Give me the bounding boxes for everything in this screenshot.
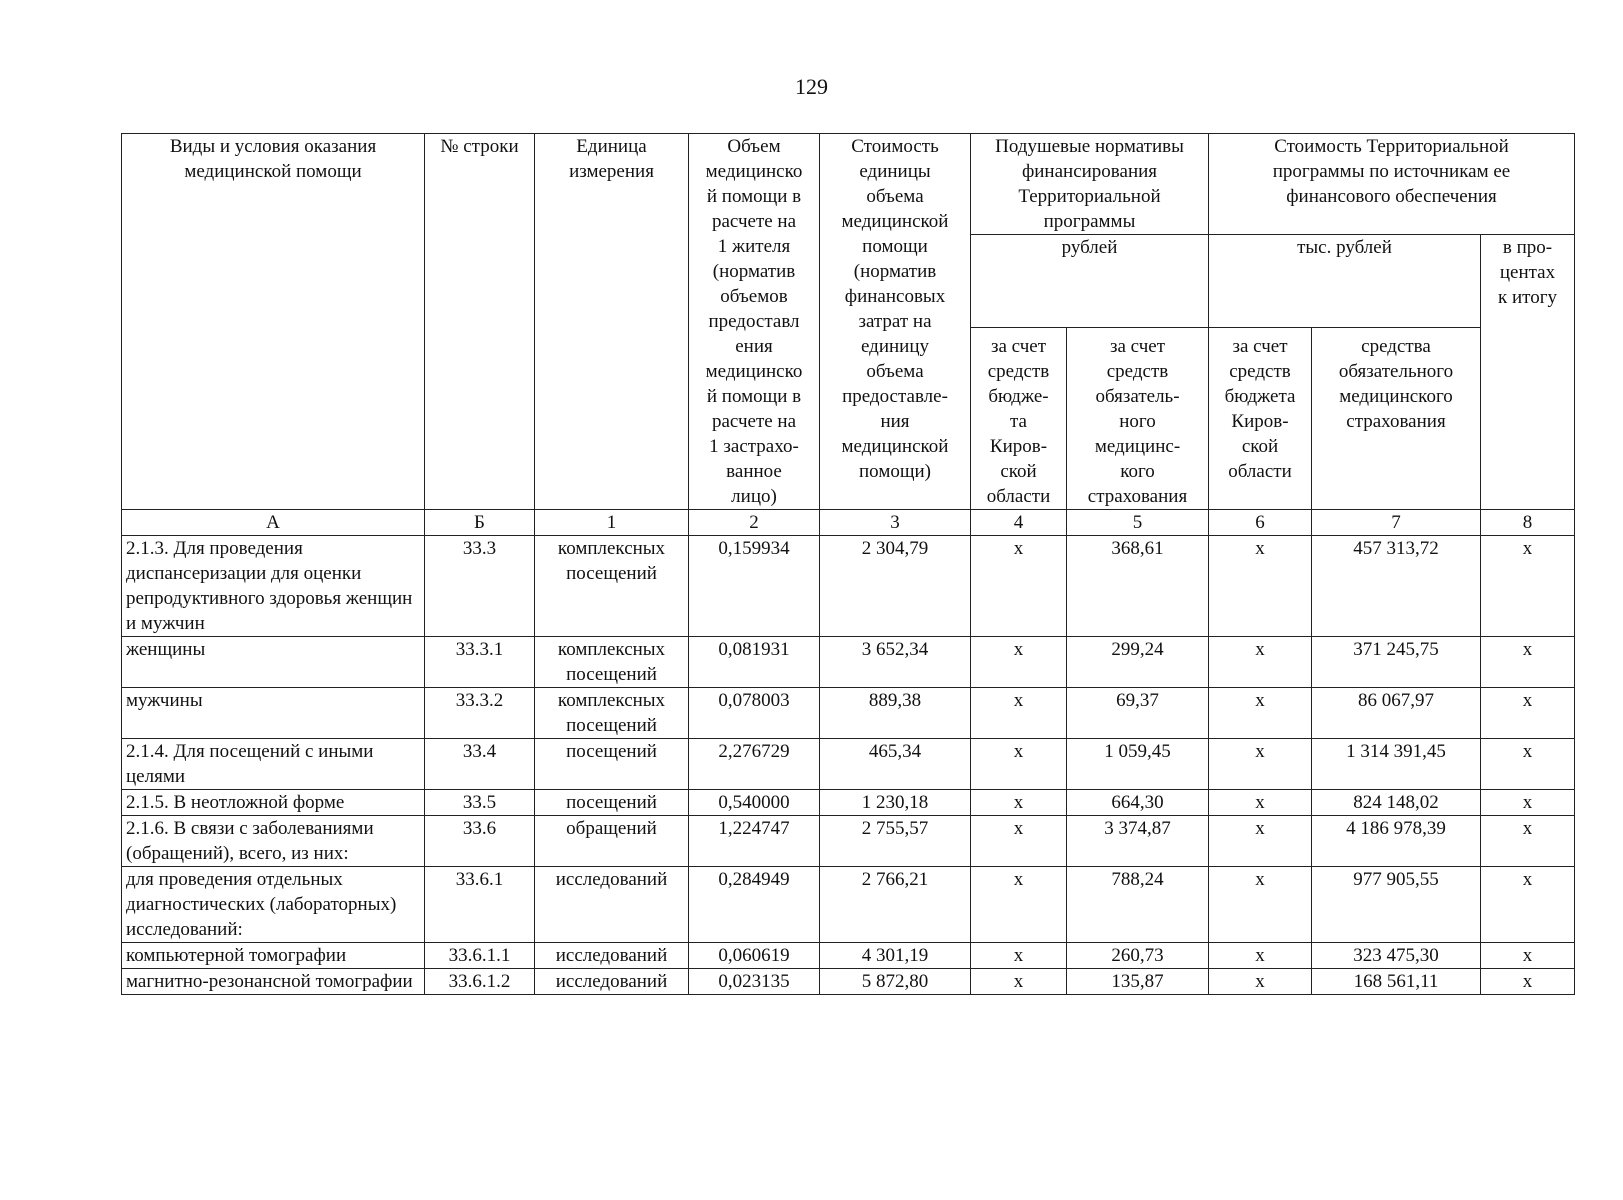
column-letter: 1 — [535, 510, 689, 536]
row-oms-total: 977 905,55 — [1312, 867, 1481, 943]
header-row-1 — [122, 134, 1575, 235]
row-name: магнитно-резонансной томографии — [122, 969, 425, 995]
row-budget-per-capita: х — [971, 688, 1067, 739]
column-letter: 6 — [1209, 510, 1312, 536]
row-unit: исследований — [535, 867, 689, 943]
row-line-number: 33.6.1.1 — [425, 943, 535, 969]
row-percent: х — [1481, 816, 1575, 867]
row-oms-total: 323 475,30 — [1312, 943, 1481, 969]
row-oms-total: 1 314 391,45 — [1312, 739, 1481, 790]
row-budget-total: х — [1209, 637, 1312, 688]
row-line-number: 33.3.1 — [425, 637, 535, 688]
row-line-number: 33.6 — [425, 816, 535, 867]
row-unit-cost: 2 755,57 — [820, 816, 971, 867]
table-row — [122, 943, 1575, 969]
row-volume: 1,224747 — [689, 816, 820, 867]
row-budget-per-capita: х — [971, 536, 1067, 637]
row-volume: 0,284949 — [689, 867, 820, 943]
column-letter: 7 — [1312, 510, 1481, 536]
row-oms-per-capita: 368,61 — [1067, 536, 1209, 637]
row-line-number: 33.4 — [425, 739, 535, 790]
row-percent: х — [1481, 739, 1575, 790]
column-letter: 8 — [1481, 510, 1575, 536]
header-col-4: за счет средств бюдже- та Киров- ской области — [971, 328, 1067, 510]
row-volume: 0,081931 — [689, 637, 820, 688]
row-unit: комплексных посещений — [535, 688, 689, 739]
row-unit: комплексных посещений — [535, 536, 689, 637]
row-budget-per-capita: х — [971, 867, 1067, 943]
table-row — [122, 739, 1575, 790]
row-name: для проведения отдельных диагностических (лабораторных) исследований: — [122, 867, 425, 943]
header-group-per-capita: Подушевые нормативы финансирования Территориальной программы — [971, 134, 1209, 235]
row-line-number: 33.3 — [425, 536, 535, 637]
row-budget-total: х — [1209, 867, 1312, 943]
row-oms-total: 168 561,11 — [1312, 969, 1481, 995]
row-name: женщины — [122, 637, 425, 688]
row-unit: обращений — [535, 816, 689, 867]
row-volume: 0,540000 — [689, 790, 820, 816]
row-budget-per-capita: х — [971, 790, 1067, 816]
row-unit-cost: 2 304,79 — [820, 536, 971, 637]
row-oms-total: 457 313,72 — [1312, 536, 1481, 637]
row-unit-cost: 5 872,80 — [820, 969, 971, 995]
header-col-2: Объем медицинско й помощи в расчете на 1 жителя (норматив объемов предоставл ения медицинско й помощи в расчете на 1 застрахо- ванное лицо) — [689, 134, 820, 510]
row-line-number: 33.6.1.2 — [425, 969, 535, 995]
table-row — [122, 867, 1575, 943]
table-row — [122, 637, 1575, 688]
row-unit-cost: 465,34 — [820, 739, 971, 790]
header-rubles: рублей — [971, 235, 1209, 328]
header-col-1: Единица измерения — [535, 134, 689, 510]
column-letter: 2 — [689, 510, 820, 536]
column-letter: 4 — [971, 510, 1067, 536]
row-line-number: 33.5 — [425, 790, 535, 816]
header-col-3: Стоимость единицы объема медицинской помощи (норматив финансовых затрат на единицу объема предоставле- ния медицинской помощи) — [820, 134, 971, 510]
row-line-number: 33.3.2 — [425, 688, 535, 739]
row-budget-per-capita: х — [971, 943, 1067, 969]
header-col-5: за счет средств обязатель- ного медицинс- кого страхования — [1067, 328, 1209, 510]
row-name: компьютерной томографии — [122, 943, 425, 969]
row-oms-per-capita: 1 059,45 — [1067, 739, 1209, 790]
row-oms-per-capita: 3 374,87 — [1067, 816, 1209, 867]
header-col-7: средства обязательного медицинского страхования — [1312, 328, 1481, 510]
row-volume: 2,276729 — [689, 739, 820, 790]
table-row — [122, 790, 1575, 816]
row-unit-cost: 4 301,19 — [820, 943, 971, 969]
row-budget-per-capita: х — [971, 637, 1067, 688]
row-budget-total: х — [1209, 790, 1312, 816]
row-unit-cost: 2 766,21 — [820, 867, 971, 943]
row-percent: х — [1481, 536, 1575, 637]
header-col-a: Виды и условия оказания медицинской помощи — [122, 134, 425, 510]
row-name: 2.1.6. В связи с заболеваниями (обращений), всего, из них: — [122, 816, 425, 867]
row-budget-per-capita: х — [971, 739, 1067, 790]
row-budget-per-capita: х — [971, 969, 1067, 995]
row-budget-total: х — [1209, 969, 1312, 995]
column-letter: 5 — [1067, 510, 1209, 536]
column-letter: 3 — [820, 510, 971, 536]
row-oms-total: 824 148,02 — [1312, 790, 1481, 816]
row-percent: х — [1481, 688, 1575, 739]
table-row — [122, 969, 1575, 995]
row-oms-per-capita: 299,24 — [1067, 637, 1209, 688]
row-percent: х — [1481, 969, 1575, 995]
row-oms-total: 86 067,97 — [1312, 688, 1481, 739]
header-group-cost: Стоимость Территориальной программы по источникам ее финансового обеспечения — [1209, 134, 1575, 235]
row-line-number: 33.6.1 — [425, 867, 535, 943]
row-budget-total: х — [1209, 943, 1312, 969]
row-unit: комплексных посещений — [535, 637, 689, 688]
table-row — [122, 688, 1575, 739]
row-budget-per-capita: х — [971, 816, 1067, 867]
row-unit: исследований — [535, 969, 689, 995]
row-unit-cost: 1 230,18 — [820, 790, 971, 816]
row-unit-cost: 889,38 — [820, 688, 971, 739]
row-name: 2.1.3. Для проведения диспансеризации для оценки репродуктивного здоровья женщин и мужчин — [122, 536, 425, 637]
column-letter: А — [122, 510, 425, 536]
row-volume: 0,159934 — [689, 536, 820, 637]
table-row — [122, 816, 1575, 867]
row-budget-total: х — [1209, 688, 1312, 739]
row-percent: х — [1481, 943, 1575, 969]
row-budget-total: х — [1209, 816, 1312, 867]
header-thousand-rubles: тыс. рублей — [1209, 235, 1481, 328]
row-oms-total: 4 186 978,39 — [1312, 816, 1481, 867]
row-oms-total: 371 245,75 — [1312, 637, 1481, 688]
page-number: 129 — [795, 74, 828, 99]
row-volume: 0,023135 — [689, 969, 820, 995]
row-oms-per-capita: 135,87 — [1067, 969, 1209, 995]
row-budget-total: х — [1209, 739, 1312, 790]
cost-table — [121, 133, 1575, 995]
table-row — [122, 536, 1575, 637]
row-percent: х — [1481, 637, 1575, 688]
column-letter: Б — [425, 510, 535, 536]
row-oms-per-capita: 69,37 — [1067, 688, 1209, 739]
row-unit: исследований — [535, 943, 689, 969]
header-col-8: в про- центах к итогу — [1481, 235, 1575, 510]
row-name: 2.1.4. Для посещений с иными целями — [122, 739, 425, 790]
row-unit: посещений — [535, 739, 689, 790]
row-oms-per-capita: 788,24 — [1067, 867, 1209, 943]
row-percent: х — [1481, 867, 1575, 943]
header-col-b: № строки — [425, 134, 535, 510]
row-name: мужчины — [122, 688, 425, 739]
column-letters-row — [122, 510, 1575, 536]
row-volume: 0,060619 — [689, 943, 820, 969]
row-oms-per-capita: 664,30 — [1067, 790, 1209, 816]
row-volume: 0,078003 — [689, 688, 820, 739]
row-unit: посещений — [535, 790, 689, 816]
row-percent: х — [1481, 790, 1575, 816]
row-unit-cost: 3 652,34 — [820, 637, 971, 688]
row-budget-total: х — [1209, 536, 1312, 637]
row-oms-per-capita: 260,73 — [1067, 943, 1209, 969]
row-name: 2.1.5. В неотложной форме — [122, 790, 425, 816]
header-col-6: за счет средств бюджета Киров- ской области — [1209, 328, 1312, 510]
